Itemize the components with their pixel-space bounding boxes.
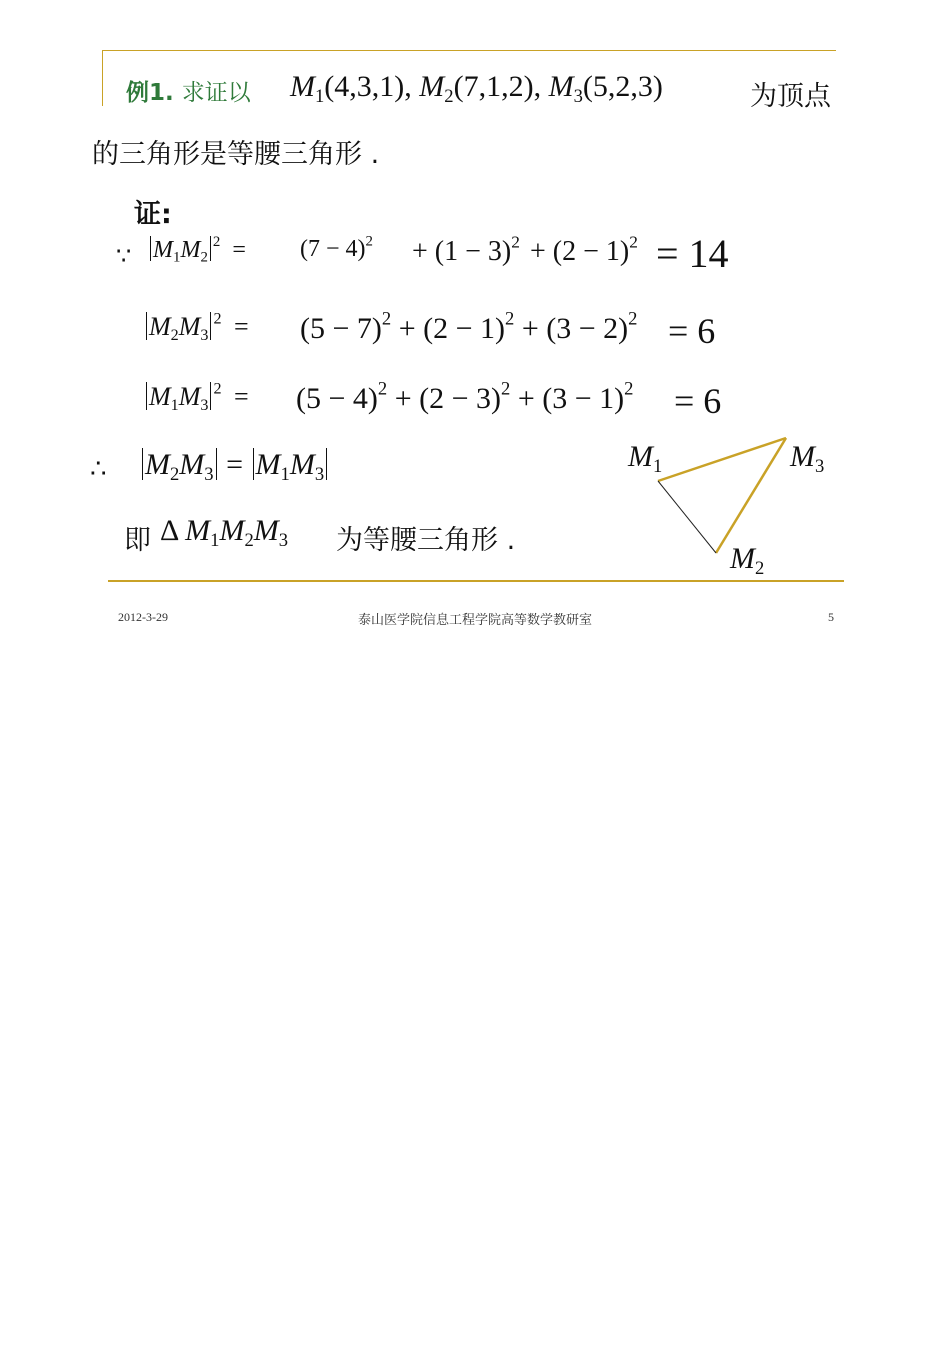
term-base: (5 − 4) [296, 382, 378, 415]
lhs-var: M [149, 312, 171, 341]
lhs-square: 2 [213, 310, 222, 328]
sub: 3 [314, 464, 325, 486]
footer-org: 泰山医学院信息工程学院高等数学教研室 [358, 612, 593, 627]
side-m1-m3 [658, 438, 786, 481]
final-suffix: 为等腰三角形 . [336, 525, 516, 556]
figure-label-m1 [628, 440, 663, 477]
footer-date: 2012-3-29 [118, 610, 168, 624]
points-list: $M_1(4,3,1)$, $M_2(7,1,2)$, $M_3(5,2,3)$ [290, 70, 663, 107]
var: M [185, 514, 211, 547]
lhs-var: M [178, 312, 201, 341]
equals-sign: = [226, 448, 244, 482]
delta-symbol: Δ [160, 514, 178, 547]
term-exp: 2 [365, 233, 373, 250]
footer-page-number: 5 [828, 610, 834, 624]
lhs-sub: 1 [170, 397, 179, 415]
side-m1-m2 [658, 481, 716, 553]
term-exp: 2 [511, 232, 520, 252]
term-base: + (2 − 1) [398, 312, 506, 345]
lhs-sub: 2 [170, 327, 179, 345]
lhs-square: 2 [213, 380, 222, 398]
therefore-symbol: ∴ [90, 454, 107, 483]
sub: 1 [210, 529, 220, 551]
lhs-square: 2 [212, 234, 221, 251]
var: M [730, 542, 755, 575]
var: M [145, 448, 170, 482]
point-sub: 1 [315, 85, 325, 107]
proof-label: 证: [134, 199, 172, 230]
sub: 2 [244, 529, 254, 551]
term-exp: 2 [377, 378, 388, 400]
lhs-var: M [178, 382, 201, 411]
figure-label-m2 [730, 542, 765, 579]
sub: 1 [653, 455, 663, 477]
var: M [289, 448, 315, 482]
lhs-var: M [153, 236, 173, 263]
point-sub: 3 [573, 85, 583, 107]
lhs-sub: 2 [200, 249, 208, 266]
sub: 3 [278, 529, 289, 551]
example-number: 例1. [126, 80, 174, 106]
sub: 2 [170, 464, 180, 486]
task-line-2: 的三角形是等腰三角形 . [92, 139, 380, 170]
var: M [253, 514, 279, 547]
equation-3-result: = 6 [674, 381, 722, 421]
term-base: (7 − 4) [300, 236, 366, 262]
equation-2-result: = 6 [668, 311, 716, 351]
lhs-sub: 3 [200, 397, 209, 415]
because-symbol: ∵ [116, 244, 132, 270]
term-exp: 2 [501, 378, 511, 400]
term-base: + (2 − 1) [530, 236, 630, 267]
term-exp: 2 [505, 308, 515, 330]
lhs-sub: 1 [173, 249, 181, 266]
final-prefix: 即 [124, 525, 151, 556]
term-base: + (3 − 2) [521, 312, 629, 345]
equals-sign: = [232, 236, 246, 263]
term-base: (5 − 7) [300, 312, 382, 345]
point-coords: (5,2,3) [582, 70, 663, 103]
sub: 3 [204, 464, 214, 486]
var: M [790, 440, 815, 473]
term-base: + (2 − 3) [394, 382, 502, 415]
var: M [219, 514, 245, 547]
lhs-var: M [149, 382, 171, 411]
var: M [255, 448, 281, 482]
sub: 1 [280, 464, 290, 486]
point-name: M [419, 70, 445, 103]
equals-sign: = [234, 312, 249, 341]
point-coords: (4,3,1) [324, 70, 405, 103]
task-suffix: 为顶点 [750, 81, 831, 112]
lhs-var: M [180, 236, 201, 263]
term-exp: 2 [629, 232, 638, 252]
sub: 3 [815, 455, 825, 477]
point-coords: (7,1,2) [453, 70, 534, 103]
term-exp: 2 [624, 378, 634, 400]
example-task-prefix: 求证以 [181, 80, 251, 106]
term-base: + (1 − 3) [412, 236, 512, 267]
point-name: M [290, 70, 315, 103]
term-base: + (3 − 1) [517, 382, 625, 415]
sub: 2 [755, 557, 765, 579]
side-m3-m2 [716, 438, 786, 553]
var: M [628, 440, 653, 473]
figure-label-m3 [790, 440, 825, 477]
term-exp: 2 [381, 308, 392, 330]
equals-sign: = [234, 382, 249, 411]
point-sub: 2 [444, 85, 454, 107]
lhs-sub: 3 [200, 327, 209, 345]
var: M [179, 448, 205, 482]
point-name: M [548, 70, 574, 103]
equation-1-result: = 14 [656, 231, 729, 276]
term-exp: 2 [628, 308, 638, 330]
footer-rule [108, 580, 844, 582]
